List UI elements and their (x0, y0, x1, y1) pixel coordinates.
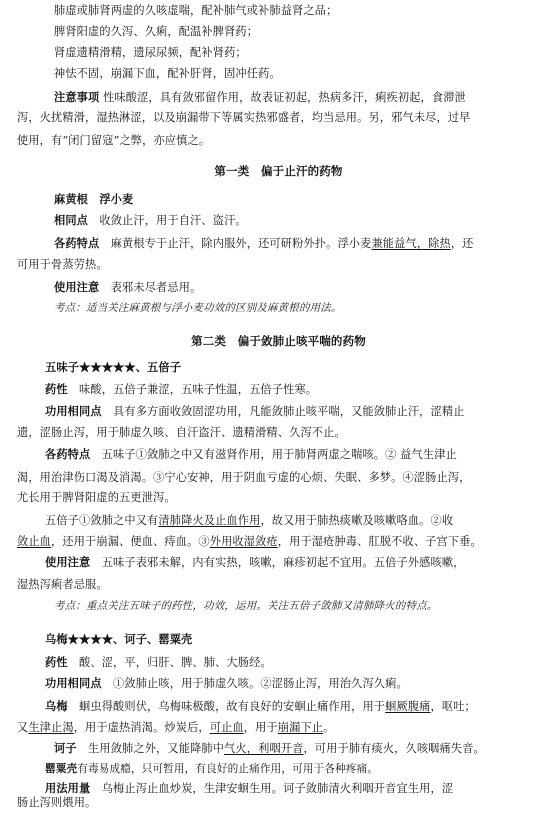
sec3-drug-names: 乌梅★★★★、诃子、罂粟壳 (45, 631, 193, 646)
caution-line-2: 泻，火扰精滑，湿热淋涩，以及崩漏带下等属实热邪盛者，均当忌用。另，邪气未尽，过早 (17, 111, 471, 125)
sec3-wumei-line-1: 乌梅 蛔虫得酸则伏，乌梅味极酸，故有良好的安蛔止痛作用，用于蛔厥腹痛，呕吐； (45, 698, 476, 713)
sec2-wubeizi-line-2: 敛止血，还用于崩漏、便血、痔血。③外用收湿敛疮，用于湿疮肿毒、肛脱不收、子宫下垂。 (17, 534, 482, 548)
indication-line-2: 脾肾阳虚的久泻、久痢，配温补脾肾药； (54, 24, 259, 38)
sec2-exam-note: 考点：重点关注五味子的药性，功效，运用。关注五倍子敛肺又清肺降火的特点。 (54, 600, 438, 613)
sec3-dosage-line-2: 肠止泻则煨用。 (17, 796, 97, 810)
sec2-use-line-1: 使用注意 五味子表邪未解，内有实热，咳嗽，麻疹初起不宜用。五倍子外感咳嗽， (45, 555, 465, 570)
caution-line-3: 使用，有“闭门留寇”之弊，亦应慎之。 (17, 133, 211, 147)
indication-line-1: 肺虚或肺肾两虚的久咳虚喘，配补肺气或补肺益肾之品； (54, 4, 338, 17)
sec2-use-line-2: 湿热泻痢者忌服。 (17, 577, 108, 591)
sec2-drug-names: 五味子★★★★★、五倍子 (45, 360, 182, 375)
sec1-feature-line-1: 各药特点 麻黄根专于止汗，除内服外，还可研粉外扑。浮小麦兼能益气，除热，还 (54, 236, 474, 251)
caution-line-1: 注意事项 性味酸涩，具有敛邪留作用，故表证初起，热病多汗，痢疾初起，食滞泄 (54, 89, 466, 104)
sec3-dosage-line-1: 用法用量 乌梅止泻止血炒炭，生津安蛔生用。诃子敛肺清火利咽开音宜生用，涩 (45, 780, 454, 795)
sec2-feature-line-1: 各药特点 五味子①敛肺之中又有滋肾作用，用于肺肾两虚之喘咳。② 益气生津止 (45, 446, 457, 461)
sec1-drug-names: 麻黄根 浮小麦 (54, 191, 134, 206)
sec1-same-points: 相同点 收敛止汗，用于自汗、盗汗。 (54, 212, 247, 227)
sec3-yingsuke-line: 罂粟壳有毒易成瘾，只可暂用，有良好的止痛作用，可用于各种疼痛。 (45, 762, 379, 775)
sec3-properties: 药性 酸、涩，平，归肝、脾、肺、大肠经。 (45, 654, 272, 669)
sec2-properties: 药性 味酸，五倍子兼涩，五味子性温，五倍子性寒。 (45, 381, 318, 396)
sec2-feature-line-2: 渴，用治津伤口渴及消渴。③宁心安神，用于阴血亏虚的心烦、失眠、多梦。④涩肠止泻， (17, 470, 471, 484)
indication-line-3: 肾虚遗精滑精，遗尿尿频，配补肾药； (54, 46, 247, 60)
sec1-use-caution: 使用注意 表邪未尽者忌用。 (54, 279, 202, 294)
sec1-feature-line-2: 可用于骨蒸劳热。 (17, 257, 108, 271)
sec3-wumei-line-2: 又生津止渴，用于虚热消渴。炒炭后，可止血，用于崩漏下止。 (17, 720, 335, 734)
section-heading-2: 第二类 偏于敛肺止咳平喘的药物 (191, 333, 366, 348)
sec2-wubeizi-line-1: 五倍子①敛肺之中又有清肺降火及止血作用，故又用于肺热痰嗽及咳嗽咯血。②收 (45, 513, 454, 527)
sec2-feature-line-3: 尤长用于脾肾阳虚的五更泄泻。 (17, 491, 176, 505)
sec2-same-line-2: 遗，涩肠止泻，用于肺虚久咳、自汗盗汗、遗精滑精、久泻不止。 (17, 426, 346, 440)
section-heading-1: 第一类 偏于止汗的药物 (214, 164, 343, 179)
sec3-same-points: 功用相同点 ①敛肺止咳，用于肺虚久咳。②涩肠止泻，用治久泻久痢。 (45, 676, 408, 691)
sec2-same-line-1: 功用相同点 具有多方面收敛固涩功用，凡能敛肺止咳平喘，又能敛肺止汗，涩精止 (45, 403, 465, 418)
caution-label: 注意事项 (54, 89, 100, 104)
sec1-exam-note: 考点：适当关注麻黄根与浮小麦功效的区别及麻黄根的用法。 (54, 302, 342, 315)
sec3-hezi-line: 诃子 生用敛肺之外，又能降肺中气火，利咽开音，可用于肺有痰火，久咳咽痛失音。 (54, 741, 485, 756)
indication-line-4: 神怯不固，崩漏下血，配补肝肾，固冲任药。 (54, 67, 281, 80)
